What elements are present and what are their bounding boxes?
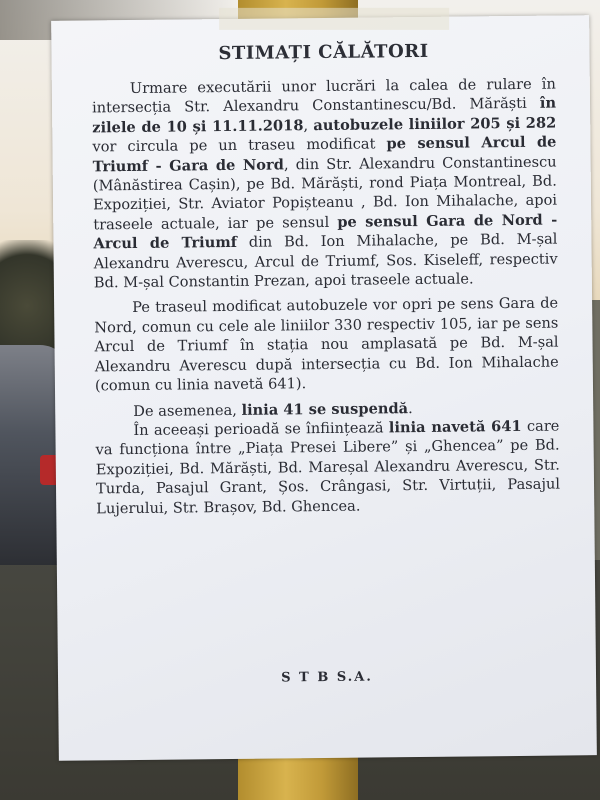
p1-text-1: Urmare executării unor lucrări la calea de rulare în intersecția Str. Alexandru Constantinescu/Bd. Mărăști — [91, 75, 556, 117]
p1-bold-direction-2: pe sensul Gara de Nord - Arcul de Triumf — [93, 211, 558, 253]
notice-sheet — [51, 15, 597, 761]
p3-bold-line-41: linia 41 se suspendă — [241, 399, 409, 419]
tape-strip — [219, 8, 449, 30]
p4-bold-line-641: linia navetă 641 — [388, 417, 522, 437]
notice-paragraph-2: Pe traseul modificat autobuzele vor opri pe sens Gara de Nord, comun cu cele ale liniilor 330 respectiv 105, iar pe sens Arcul de Triumf în stația nou amplasată pe Bd. M-șal Alexandru Averescu după intersecția cu Bd. Ion Mihalache (comun cu linia navetă 641). — [94, 295, 559, 395]
p4-text-2: care va funcționa între „Piața Presei Libere” și „Ghencea” pe Bd. Expoziției, Bd. Mărăști, Bd. Mareșal Alexandru Averescu, Str. Turda, Pasajul Grant, Șos. Crângasi, Str. Virtuții, Pasajul Lujerului, Str. Brașov, Bd. Ghencea. — [95, 417, 561, 517]
p1-text-4: , din Str. Alexandru Constantinescu (Mânăstirea Cașin), pe Bd. Mărăști, rond Piața Montreal, Bd. Expoziției, Str. Aviator Popișteanu , Bd. Ion Mihalache, apoi traseele actuale, iar pe sensul — [92, 153, 558, 234]
p1-bold-direction-1: pe sensul Arcul de Triumf - Gara de Nord — [92, 133, 557, 176]
signature-stb: S T B S.A. — [281, 669, 373, 686]
notice-paragraph-1 — [92, 75, 558, 293]
p1-bold-lines: autobuzele liniilor 205 și 282 — [313, 114, 557, 134]
p3-text-2: . — [407, 399, 413, 417]
p1-text-3: vor circula pe un traseu modificat — [92, 135, 387, 156]
notice-paragraph-4 — [95, 416, 560, 518]
p1-text-5: din Bd. Ion Mihalache, pe Bd. M-șal Alexandru Averescu, Arcul de Triumf, Sos. Kiseleff, respectiv Bd. M-șal Constantin Prezan, apoi traseele actuale. — [93, 230, 558, 292]
p1-text-2: , — [303, 116, 314, 135]
p1-bold-dates: în zilele de 10 și 11.11.2018 — [92, 94, 557, 137]
notice-title: STIMAȚI CĂLĂTORI — [218, 40, 429, 65]
p3-text-1: De asemenea, — [133, 401, 242, 420]
p4-text-1: În aceeași perioadă se înființează — [133, 419, 389, 439]
